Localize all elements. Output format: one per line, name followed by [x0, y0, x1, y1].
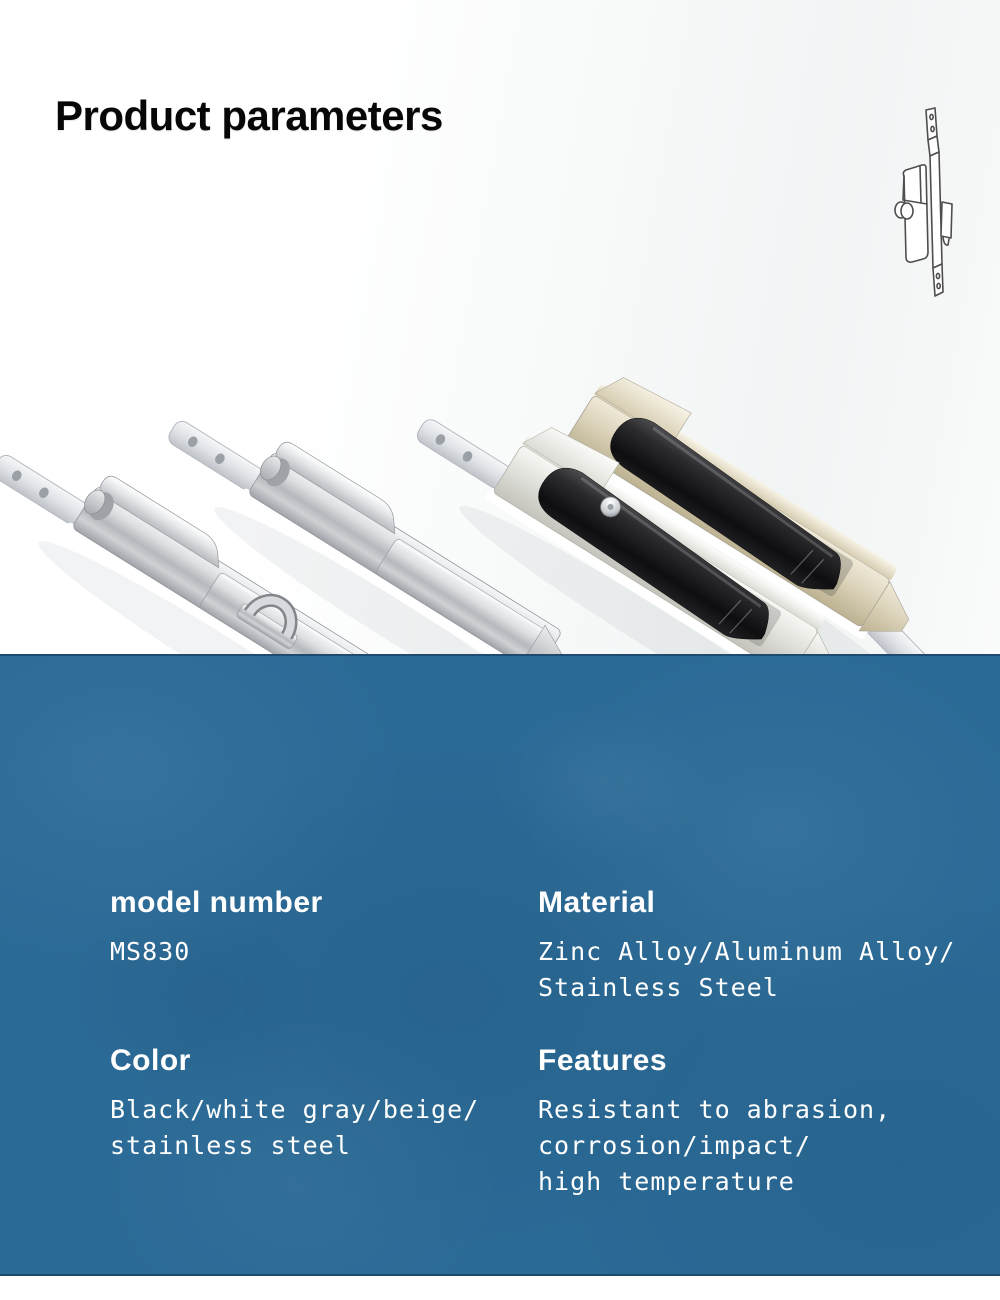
- spec-label-model-number: model number: [110, 886, 323, 919]
- spec-block-model-number: [110, 888, 323, 970]
- spec-value-features-line2: corrosion/impact/: [538, 1131, 811, 1160]
- spec-value-color-line2: stainless steel: [110, 1131, 351, 1160]
- spec-value-model-number: MS830: [110, 937, 191, 966]
- spec-label-material: Material: [538, 886, 656, 919]
- page-title: Product parameters: [55, 92, 443, 139]
- spec-block-features: [538, 1046, 891, 1200]
- spec-block-color: [110, 1046, 479, 1164]
- spec-value-material-line2: Stainless Steel: [538, 973, 779, 1002]
- spec-value-color-line1: Black/white gray/beige/: [110, 1095, 480, 1124]
- spec-value-features-line3: high temperature: [538, 1167, 795, 1196]
- spec-panel: [0, 654, 1000, 1276]
- spec-label-color: Color: [110, 1044, 191, 1077]
- spec-label-features: Features: [538, 1044, 668, 1077]
- spec-value-features-line1: Resistant to abrasion,: [538, 1095, 892, 1124]
- spec-value-material-line1: Zinc Alloy/Aluminum Alloy/: [538, 937, 956, 966]
- spec-block-material: [538, 888, 955, 1006]
